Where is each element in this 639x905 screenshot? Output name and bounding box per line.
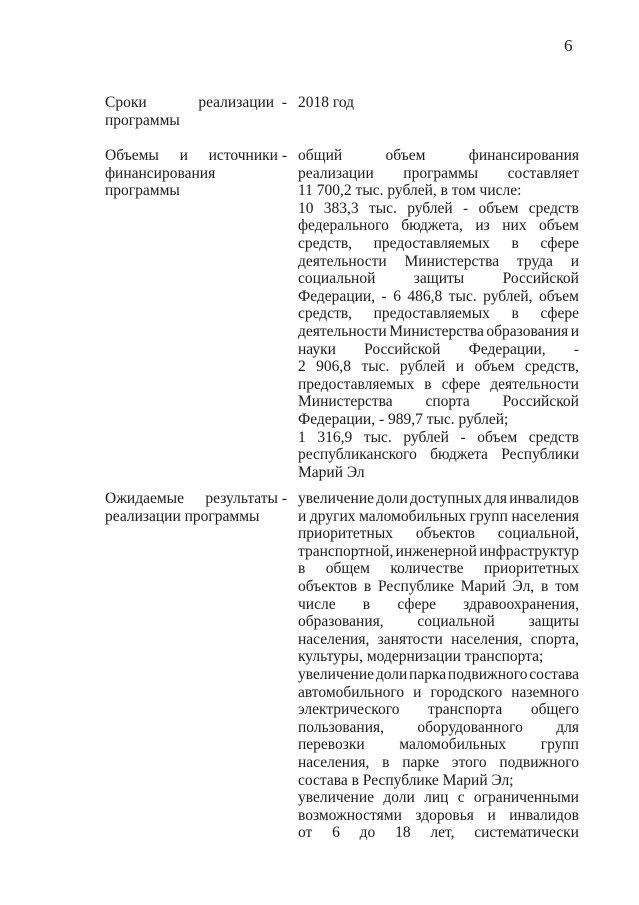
value-word: в	[511, 305, 519, 323]
value-word: увеличение	[298, 789, 375, 807]
value-word: 383,3	[323, 199, 359, 217]
value-word: и	[570, 252, 579, 270]
value-word: общего	[530, 701, 579, 719]
value-word: 6	[393, 287, 401, 305]
value-word: рублей,	[483, 287, 533, 305]
value-word: спорта,	[530, 630, 579, 648]
value-line	[298, 508, 579, 526]
value-word: деятельности	[298, 252, 387, 270]
value-word: инженерной	[395, 542, 477, 560]
label-line	[105, 490, 287, 508]
value-line	[298, 446, 579, 464]
value-word: объектов	[298, 577, 358, 595]
value-word: бюджета,	[401, 217, 463, 235]
value-word: парке	[402, 753, 440, 771]
value-word: деятельности	[490, 375, 579, 393]
value-word: 486,8	[407, 287, 443, 305]
value-word: финансирования	[468, 147, 579, 164]
value-word: состава	[529, 665, 579, 683]
value-word: 10	[298, 199, 314, 217]
value-word: Министерства	[404, 252, 500, 270]
value-word: социальной,	[497, 525, 579, 543]
value-word: бюджета	[430, 446, 488, 464]
value-word: средств	[528, 199, 579, 217]
value-word: Министерства	[298, 393, 393, 411]
value-word: и	[413, 683, 422, 701]
value-word: объем	[478, 199, 519, 217]
value-word: 316,9	[317, 428, 353, 446]
value-word: деятельности	[298, 322, 387, 340]
value-word: -	[573, 340, 579, 358]
value-line	[298, 217, 579, 235]
value-word: 2	[298, 358, 306, 376]
value-word: -	[381, 287, 387, 305]
value-word: республиканского	[298, 446, 417, 464]
row-value	[298, 94, 579, 112]
value-word: тыс.	[361, 358, 390, 376]
value-line	[298, 666, 579, 684]
value-line	[298, 200, 579, 218]
value-word: социальной	[298, 270, 376, 288]
value-word: науки	[298, 340, 336, 358]
value-line	[298, 341, 579, 359]
value-line	[298, 376, 579, 394]
value-word: увеличение	[298, 490, 375, 507]
value-line	[298, 560, 579, 578]
value-line	[298, 490, 579, 508]
value-word: групп	[469, 507, 508, 525]
value-word: лет,	[430, 824, 455, 842]
value-line	[298, 578, 579, 596]
value-line	[298, 323, 579, 341]
value-word: доли	[376, 490, 408, 507]
value-word: в	[382, 753, 390, 771]
value-line	[298, 411, 579, 429]
value-word: доли	[383, 789, 415, 807]
value-word: числе	[298, 595, 336, 613]
value-line	[298, 393, 579, 411]
value-word: до	[359, 824, 376, 842]
value-word: составляет	[507, 164, 579, 182]
value-word: сфере	[397, 595, 436, 613]
value-word: образования,	[298, 613, 384, 631]
value-word: населения	[511, 507, 579, 525]
value-word: в	[363, 577, 372, 595]
value-word: спорта	[425, 393, 470, 411]
value-line: 2018 год	[298, 94, 355, 111]
value-line	[298, 525, 579, 543]
value-word: федерального	[298, 217, 389, 235]
value-word: в	[424, 375, 432, 393]
value-line	[298, 684, 579, 702]
value-word: Республике	[378, 577, 454, 595]
value-line	[298, 719, 579, 737]
value-line	[298, 270, 579, 288]
value-word: маломобильных	[399, 736, 507, 754]
row-value	[298, 147, 579, 481]
value-text: состава в Республике Марий Эл;	[298, 771, 514, 789]
value-line	[298, 701, 579, 719]
value-line	[298, 736, 579, 754]
value-word: других	[309, 507, 356, 525]
value-word: из	[475, 217, 490, 235]
value-word: 906,8	[316, 358, 352, 376]
value-word: Федерации,	[298, 287, 376, 305]
value-word: объем	[539, 287, 579, 305]
label-word: Ожидаемые	[105, 490, 184, 507]
label-line: программы	[105, 111, 180, 129]
value-word: 1	[298, 428, 306, 446]
value-word: населения,	[451, 630, 523, 648]
value-line	[298, 824, 579, 842]
value-word: социальной	[417, 613, 495, 631]
value-word: тыс.	[368, 199, 397, 217]
label-word: и	[179, 147, 188, 164]
value-word: Российской	[502, 393, 579, 411]
value-word: рублей	[403, 428, 449, 446]
value-word: Марий	[460, 577, 506, 595]
value-line	[298, 754, 579, 772]
value-word: средств,	[298, 234, 353, 252]
value-line	[298, 235, 579, 253]
value-word: Российской	[502, 270, 579, 288]
value-line	[298, 596, 579, 614]
value-word: доступных	[410, 490, 482, 507]
value-word: программы	[403, 164, 479, 182]
label-word: результаты -	[205, 490, 287, 507]
value-word: средств,	[298, 305, 353, 323]
value-word: -	[460, 428, 466, 446]
value-word: населения,	[298, 630, 370, 648]
value-word: количестве	[390, 560, 464, 578]
value-word: предоставляемых	[298, 375, 415, 393]
value-word: парка	[409, 665, 447, 683]
label-word: источники -	[208, 147, 287, 164]
value-line	[298, 358, 579, 376]
value-line	[298, 772, 579, 790]
value-line	[298, 631, 579, 649]
value-word: увеличение	[298, 665, 375, 683]
value-word: подвижного	[447, 665, 528, 683]
row-value	[298, 490, 579, 842]
value-word: Республики	[501, 446, 579, 464]
value-word: транспорта	[428, 701, 503, 719]
value-word: общий	[298, 147, 343, 164]
value-word: маломобильных	[359, 507, 467, 525]
value-line	[298, 613, 579, 631]
value-word: систематически	[474, 824, 579, 842]
value-word: предоставляемых	[373, 234, 490, 252]
value-word: Министерства	[389, 322, 484, 340]
value-word: сфере	[441, 375, 481, 393]
value-word: от	[298, 824, 313, 842]
value-word: ограниченными	[473, 789, 579, 807]
value-word: 6	[332, 824, 340, 842]
value-word: сфере	[540, 234, 579, 252]
value-word: и	[570, 322, 579, 340]
value-text: 11 700,2 тыс. рублей, в том числе:	[298, 182, 522, 200]
value-word: том	[555, 577, 579, 595]
value-word: оборудованного	[417, 718, 523, 736]
value-word: здравоохранения,	[463, 595, 579, 613]
value-word: объем	[539, 217, 579, 235]
value-word: защиты	[413, 270, 465, 288]
value-word: них	[502, 217, 527, 235]
value-word: Федерации,	[468, 340, 546, 358]
label-line: реализации программы	[105, 507, 260, 525]
value-word: -	[463, 199, 469, 217]
label-line	[105, 94, 287, 112]
value-word: инвалидов	[509, 490, 579, 507]
value-word: тыс.	[448, 287, 477, 305]
value-word: групп	[540, 736, 579, 754]
value-word: населения,	[298, 753, 370, 771]
value-word: перевозки	[298, 736, 365, 754]
value-word: возможностями	[298, 806, 402, 824]
value-word: здоровья	[415, 806, 474, 824]
value-word: объем	[477, 428, 518, 446]
value-line	[298, 429, 579, 447]
value-word: образования	[486, 322, 569, 340]
value-word: электрического	[298, 701, 400, 719]
value-word: этого	[451, 753, 487, 771]
value-word: лиц	[424, 789, 449, 807]
row-label	[105, 147, 287, 200]
value-word: инфраструктур	[479, 542, 579, 560]
value-text: Марий Эл	[298, 463, 365, 481]
value-word: в	[362, 595, 371, 613]
label-word: реализации -	[198, 94, 287, 111]
value-word: 18	[395, 824, 411, 842]
value-word: для	[556, 718, 579, 736]
value-line	[298, 147, 579, 165]
value-word: объектов	[415, 525, 475, 543]
value-word: и	[298, 507, 307, 525]
value-word: с	[457, 789, 465, 807]
row-label	[105, 94, 287, 129]
value-word: инвалидов	[509, 806, 579, 824]
label-line: финансирования	[105, 164, 216, 182]
value-word: приоритетных	[483, 560, 579, 578]
value-word: Российской	[364, 340, 441, 358]
value-word: объем	[474, 358, 515, 376]
value-word: сфере	[540, 305, 579, 323]
value-word: общем	[325, 560, 370, 578]
label-word: Сроки	[105, 94, 147, 111]
label-line: программы	[105, 182, 180, 200]
value-word: объем	[385, 147, 426, 164]
value-line	[298, 305, 579, 323]
value-word: подвижного	[499, 753, 579, 771]
value-word: и	[455, 358, 465, 376]
value-word: рублей	[407, 199, 453, 217]
value-word: Эл,	[512, 577, 535, 595]
value-word: транспортной,	[298, 542, 394, 560]
row-label	[105, 490, 287, 525]
value-word: средств	[528, 428, 579, 446]
value-text: Федерации, - 989,7 тыс. рублей;	[298, 410, 509, 428]
value-word: в	[511, 234, 519, 252]
value-word: пользования,	[298, 718, 385, 736]
value-line	[298, 464, 579, 482]
value-line	[298, 648, 579, 666]
value-line	[298, 288, 579, 306]
value-line	[298, 253, 579, 271]
value-word: тыс.	[363, 428, 392, 446]
value-line	[298, 165, 579, 183]
page-number: 6	[564, 36, 573, 55]
value-line	[298, 789, 579, 807]
value-word: средств,	[524, 358, 579, 376]
value-word: предоставляемых	[373, 305, 490, 323]
label-word: Объемы	[105, 147, 159, 164]
value-word: автомобильного	[298, 683, 405, 701]
value-line	[298, 182, 579, 200]
value-word: труда	[516, 252, 553, 270]
value-word: доли	[375, 665, 408, 683]
value-word: приоритетных	[298, 525, 394, 543]
value-word: в	[540, 577, 549, 595]
value-word: городского	[430, 683, 503, 701]
value-word: реализации	[298, 164, 374, 182]
value-line	[298, 807, 579, 825]
value-word: для	[484, 490, 508, 507]
value-word: рублей	[399, 358, 446, 376]
value-text: культуры, модернизации транспорта;	[298, 648, 544, 666]
value-word: занятости	[377, 630, 443, 648]
value-word: защиты	[528, 613, 579, 631]
value-word: наземного	[511, 683, 579, 701]
value-line	[298, 543, 579, 561]
value-word: и	[487, 806, 496, 824]
label-line	[105, 147, 287, 165]
value-word: в	[298, 560, 306, 578]
